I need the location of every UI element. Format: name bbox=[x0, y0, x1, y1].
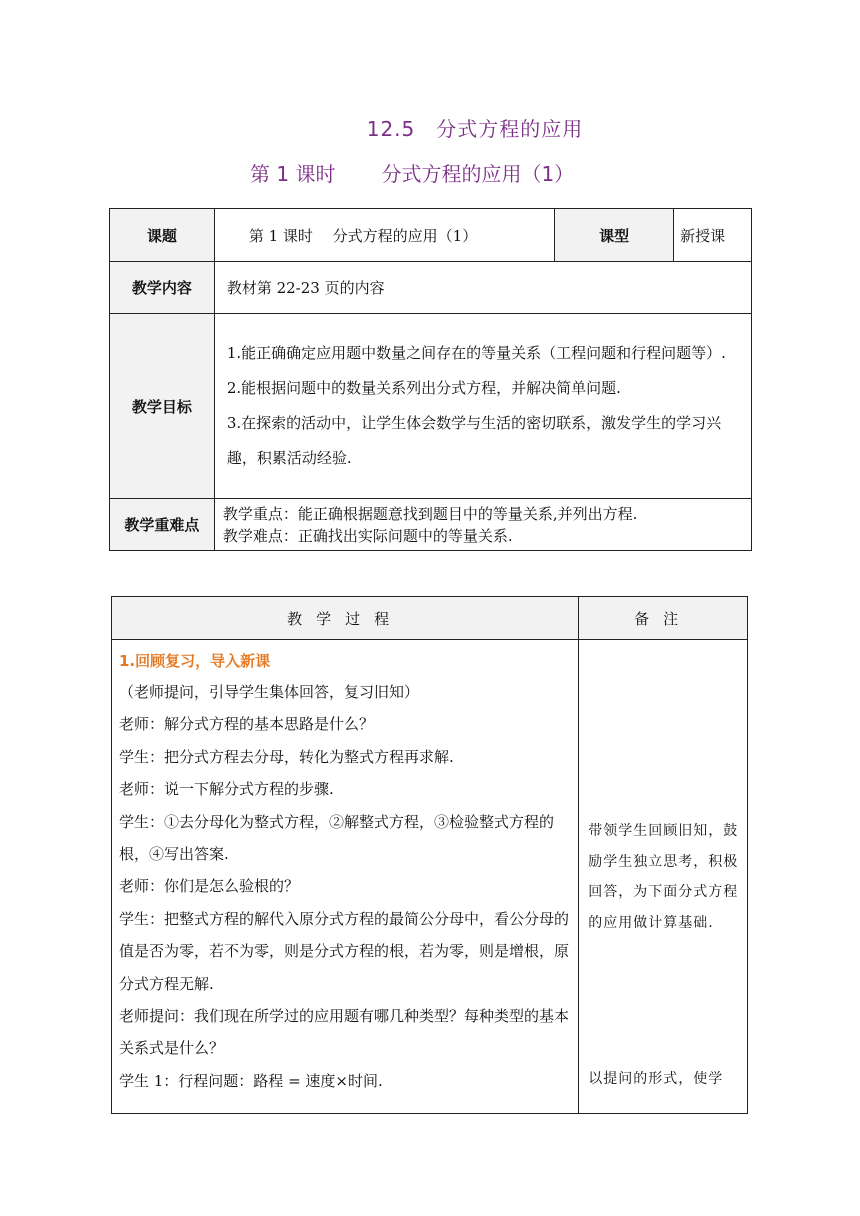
type-value: 新授课 bbox=[674, 209, 752, 262]
note-review: 带领学生回顾旧知，鼓励学生独立思考，积极回答，为下面分式方程的应用做计算基础. bbox=[588, 823, 739, 931]
section-heading: 1.回顾复习，导入新课 bbox=[119, 652, 271, 670]
lesson-label: 第 1 课时 bbox=[250, 162, 336, 186]
process-line: 学生：把分式方程去分母，转化为整式方程再求解. bbox=[119, 747, 454, 766]
lesson-title-line bbox=[250, 158, 574, 187]
teaching-process-table bbox=[111, 596, 748, 1114]
topic-value: 第 1 课时 分式方程的应用（1） bbox=[214, 209, 554, 262]
key-difficulty: 教学难点：正确找出实际问题中的等量关系. bbox=[222, 526, 513, 545]
process-line: 老师：你们是怎么验根的？ bbox=[119, 877, 300, 896]
type-label: 课型 bbox=[555, 209, 674, 262]
content-label: 教学内容 bbox=[110, 262, 215, 314]
process-content bbox=[112, 640, 579, 1114]
goal-item: 1.能正确确定应用题中数量之间存在的等量关系（工程问题和行程问题等）. bbox=[226, 344, 726, 362]
process-line: （老师提问，引导学生集体回答，复习旧知） bbox=[119, 683, 420, 701]
keys-cell bbox=[214, 499, 751, 551]
section-title: 12.5 分式方程的应用 bbox=[366, 117, 584, 141]
lesson-title: 分式方程的应用（1） bbox=[381, 162, 575, 186]
process-line: 学生：把整式方程的解代入原分式方程的最简公分母中，看公分母的值是否为零，若不为零，则是分式方程的根，若为零，则是增根，原分式方程无解. bbox=[119, 909, 570, 993]
process-line: 老师提问：我们现在所学过的应用题有哪几种类型？每种类型的基本关系式是什么？ bbox=[119, 1007, 570, 1058]
keys-label: 教学重难点 bbox=[110, 499, 215, 551]
notes-header: 备注 bbox=[579, 597, 748, 640]
goals-cell bbox=[214, 314, 751, 499]
goal-item: 2.能根据问题中的数量关系列出分式方程，并解决简单问题. bbox=[226, 379, 621, 397]
note-question: 以提问的形式，使学 bbox=[588, 1071, 724, 1087]
process-line: 老师：解分式方程的基本思路是什么？ bbox=[119, 715, 375, 734]
process-line: 学生：①去分母化为整式方程，②解整式方程，③检验整式方程的根，④写出答案. bbox=[119, 812, 555, 864]
key-point: 教学重点：能正确根据题意找到题目中的等量关系,并列出方程. bbox=[222, 504, 638, 523]
goal-item: 3.在探索的活动中，让学生体会数学与生活的密切联系，激发学生的学习兴趣，积累活动经验. bbox=[226, 414, 722, 467]
notes-content bbox=[579, 640, 748, 1114]
process-line: 学生 1：行程问题：路程 = 速度×时间. bbox=[119, 1071, 383, 1090]
process-header: 教学过程 bbox=[112, 597, 579, 640]
lesson-info-table bbox=[109, 208, 752, 551]
topic-label: 课题 bbox=[110, 209, 215, 262]
process-line: 老师：说一下解分式方程的步骤. bbox=[119, 780, 334, 799]
goals-label: 教学目标 bbox=[110, 314, 215, 499]
content-value: 教材第 22-23 页的内容 bbox=[214, 262, 751, 314]
